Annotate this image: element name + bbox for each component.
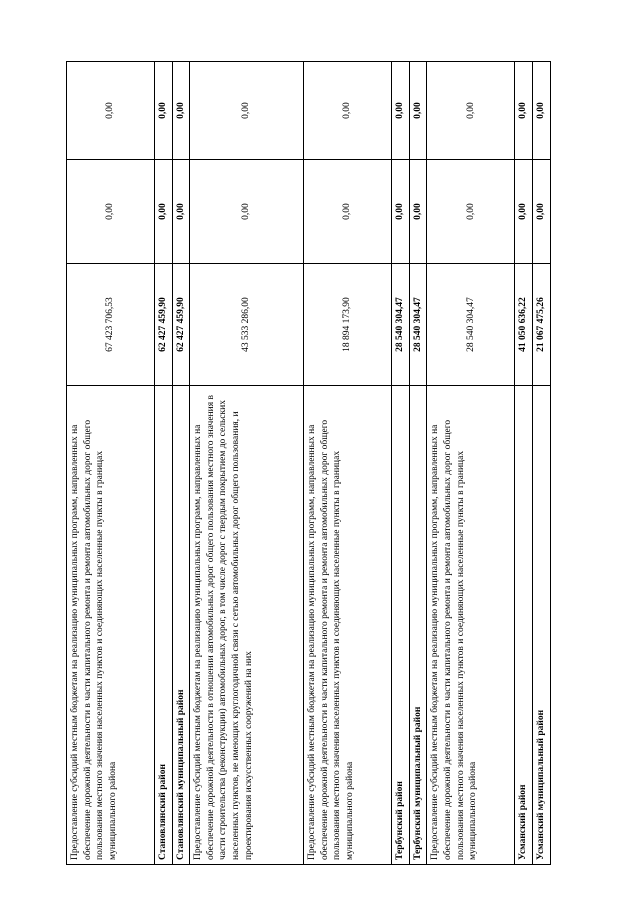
row-value-2: 0,00 [155,160,173,264]
table-row [532,62,550,865]
row-value-2: 0,00 [427,160,515,264]
row-value-1: 62 427 459,90 [155,264,173,386]
row-name: Предоставление субсидий местным бюджетам на реализацию муниципальных программ, направленных на обеспечение дорожной деятельности в отношении автомобильных дорог общего пользования местного значения в части строительства (реконструкции) автомобильных дорог, в том числе дорог с твердым покрытием до сельских населенных пунктов, не имеющих круглогодичной связи с сетью автомобильных дорог общего пользования, и проектирования искусственных сооружений на них [190,386,304,865]
row-value-1: 43 533 286,00 [190,264,304,386]
row-value-2: 0,00 [172,160,190,264]
table-row [172,62,190,865]
row-value-3: 0,00 [155,62,173,160]
budget-table [66,61,551,865]
row-value-2: 0,00 [409,160,427,264]
row-name: Становлянский муниципальный район [172,386,190,865]
row-value-1: 21 067 475,26 [532,264,550,386]
row-value-2: 0,00 [392,160,410,264]
row-value-2: 0,00 [190,160,304,264]
row-value-3: 0,00 [190,62,304,160]
table-row [190,62,304,865]
table-row [155,62,173,865]
row-value-1: 28 540 304,47 [392,264,410,386]
row-name: Тербунский район [392,386,410,865]
row-value-1: 18 894 173,90 [304,264,392,386]
row-value-1: 62 427 459,90 [172,264,190,386]
row-value-1: 67 423 706,53 [67,264,155,386]
row-value-3: 0,00 [409,62,427,160]
row-value-1: 41 050 636,22 [515,264,533,386]
row-value-1: 28 540 304,47 [409,264,427,386]
row-value-3: 0,00 [172,62,190,160]
row-name: Предоставление субсидий местным бюджетам на реализацию муниципальных программ, направленных на обеспечение дорожной деятельности в части капитального ремонта и ремонта автомобильных дорог общего пользования местного значения населенных пунктов и соединяющих населенные пункты в границах муниципального района [304,386,392,865]
row-value-3: 0,00 [392,62,410,160]
table-row [427,62,515,865]
table-row [409,62,427,865]
row-value-2: 0,00 [67,160,155,264]
table-row [392,62,410,865]
row-name: Усманский муниципальный район [532,386,550,865]
row-value-2: 0,00 [304,160,392,264]
row-value-2: 0,00 [515,160,533,264]
row-value-3: 0,00 [532,62,550,160]
row-value-1: 28 540 304,47 [427,264,515,386]
row-value-3: 0,00 [515,62,533,160]
row-value-3: 0,00 [427,62,515,160]
row-value-3: 0,00 [67,62,155,160]
table-row [515,62,533,865]
row-name: Становлянский район [155,386,173,865]
row-name: Тербунский муниципальный район [409,386,427,865]
row-value-3: 0,00 [304,62,392,160]
row-name: Предоставление субсидий местным бюджетам на реализацию муниципальных программ, направленных на обеспечение дорожной деятельности в части капитального ремонта и ремонта автомобильных дорог общего пользования местного значения населенных пунктов и соединяющих населенные пункты в границах муниципального района [67,386,155,865]
table-row [304,62,392,865]
row-name: Предоставление субсидий местным бюджетам на реализацию муниципальных программ, направленных на обеспечение дорожной деятельности в части капитального ремонта и ремонта автомобильных дорог общего пользования местного значения населенных пунктов и соединяющих населенные пункты в границах муниципального района [427,386,515,865]
table-row [67,62,155,865]
row-value-2: 0,00 [532,160,550,264]
row-name: Усманский район [515,386,533,865]
